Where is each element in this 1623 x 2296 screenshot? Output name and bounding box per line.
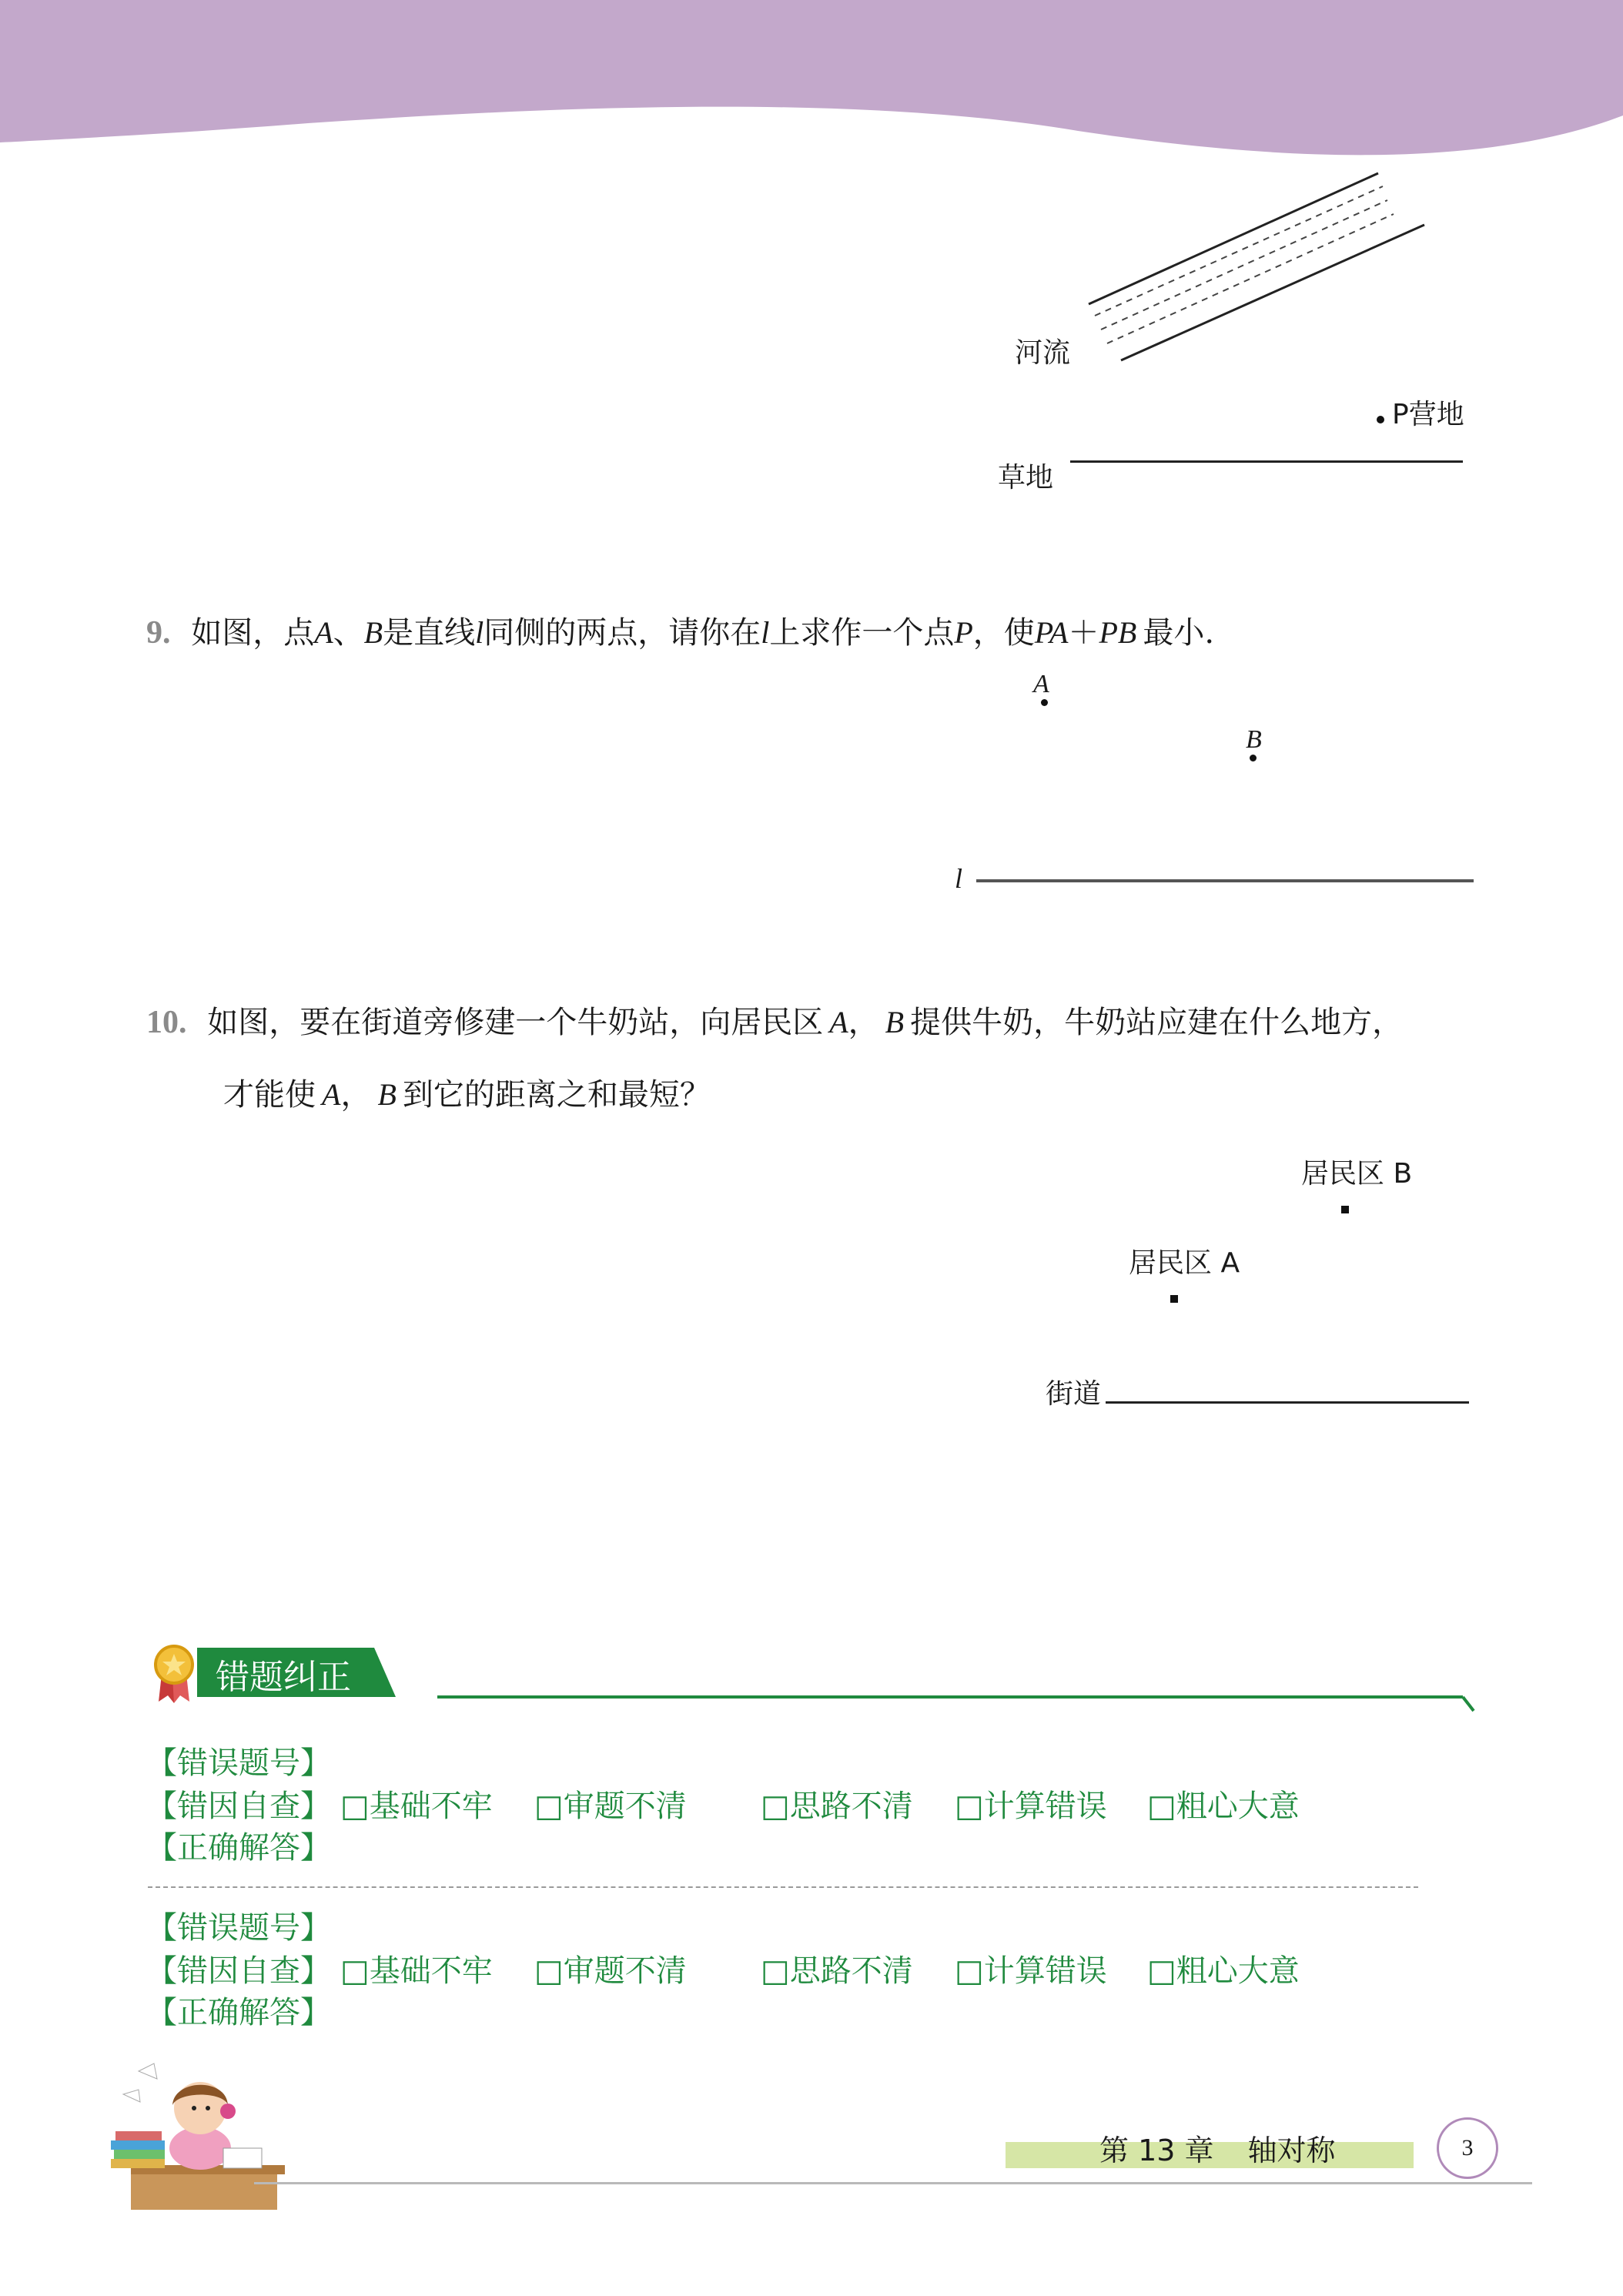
cause-option[interactable]: □基础不牢 (340, 1953, 493, 1989)
q10-part: A (322, 1077, 341, 1112)
cause-option[interactable]: □粗心大意 (1147, 1789, 1300, 1824)
studying-girl-illustration (108, 2048, 323, 2217)
section-divider (148, 1886, 1418, 1888)
q9-part: ，使 (972, 615, 1035, 651)
street-line (1106, 1401, 1469, 1404)
q9-part: l (761, 615, 770, 650)
wrong-number-label: 【错误题号】 (146, 1745, 331, 1781)
q10-part: ， (848, 1005, 879, 1040)
q10-part: B (885, 1005, 905, 1039)
river-figure (1078, 169, 1478, 385)
cause-check-label: 【错因自查】 (146, 1953, 331, 1989)
correct-answer-label: 【正确解答】 (146, 1830, 331, 1866)
q9-part: PB (1099, 615, 1137, 650)
q10-part: 才能使 (223, 1077, 316, 1113)
q10-part: B (377, 1077, 397, 1112)
cause-option[interactable]: □粗心大意 (1147, 1953, 1300, 1989)
q9-part: 如图，点 (191, 615, 315, 651)
correction-title: 错题纠正 (216, 1658, 351, 1697)
q10-part: A (829, 1005, 848, 1039)
wrong-number-label: 【错误题号】 (146, 1910, 331, 1946)
cause-check-row (146, 1782, 1378, 1824)
question-10-line1 (146, 1007, 1403, 1038)
q10-part: 到它的距离之和最短？ (402, 1077, 711, 1113)
street-label: 街道 (1046, 1378, 1102, 1410)
cause-option[interactable]: □计算错误 (955, 1953, 1107, 1989)
point-a (1041, 699, 1048, 706)
cause-check-label: 【错因自查】 (146, 1789, 331, 1824)
point-b (1250, 755, 1257, 761)
header-wave (0, 0, 1623, 177)
footer-rule (254, 2182, 1532, 2184)
residence-b-point (1341, 1206, 1349, 1213)
q10-part: ， (340, 1077, 372, 1113)
q9-part: 是直线 (383, 615, 476, 651)
point-a-label: A (1033, 670, 1049, 698)
page-number-circle (1437, 2117, 1498, 2179)
q10-part: 如图，要在街道旁修建一个牛奶站，向居民区 (207, 1005, 824, 1040)
residence-a-point (1170, 1295, 1178, 1303)
grass-label: 草地 (998, 462, 1054, 494)
medal-icon (151, 1643, 197, 1705)
q9-part: l (475, 615, 484, 650)
cause-option[interactable]: □审题不清 (534, 1789, 687, 1824)
q9-part: 、 (333, 615, 364, 651)
page-number: 3 (1461, 2135, 1474, 2160)
q9-part: B (363, 615, 383, 650)
cause-option[interactable]: □审题不清 (534, 1953, 687, 1989)
chapter-number: 第 13 章 (1099, 2134, 1214, 2167)
line-l (976, 879, 1474, 882)
camp-label: P营地 (1392, 399, 1464, 430)
question-9 (146, 615, 1215, 651)
line-l-label: l (955, 863, 963, 894)
question-10-line2 (223, 1077, 711, 1113)
point-b-label: B (1246, 725, 1262, 754)
question-10-number: 10. (146, 1005, 187, 1040)
grass-line (1070, 460, 1463, 463)
cause-check-row (146, 1946, 1378, 1989)
q9-part: 同侧的两点，请你在 (484, 615, 761, 651)
correct-answer-label: 【正确解答】 (146, 1995, 331, 2030)
camp-point (1377, 416, 1384, 423)
q9-part: A (314, 615, 333, 650)
cause-option[interactable]: □计算错误 (955, 1789, 1107, 1824)
residence-a-label: 居民区 A (1129, 1247, 1240, 1279)
q10-part: 提供牛奶，牛奶站应建在什么地方， (910, 1005, 1404, 1040)
river-label: 河流 (1015, 337, 1071, 369)
cause-option[interactable]: □思路不清 (761, 1789, 913, 1824)
footer-chapter (1099, 2127, 1336, 2169)
residence-b-label: 居民区 B (1301, 1158, 1413, 1190)
question-9-number: 9. (146, 615, 171, 651)
q9-part: 上求作一个点 (769, 615, 955, 651)
q9-part: P (954, 615, 973, 650)
q9-part: ＋ (1068, 615, 1099, 651)
cause-option[interactable]: □基础不牢 (340, 1789, 493, 1824)
q9-part: 最小. (1143, 615, 1215, 651)
chapter-topic: 轴对称 (1247, 2134, 1336, 2167)
cause-option[interactable]: □思路不清 (761, 1953, 913, 1989)
q9-part: PA (1034, 615, 1069, 650)
